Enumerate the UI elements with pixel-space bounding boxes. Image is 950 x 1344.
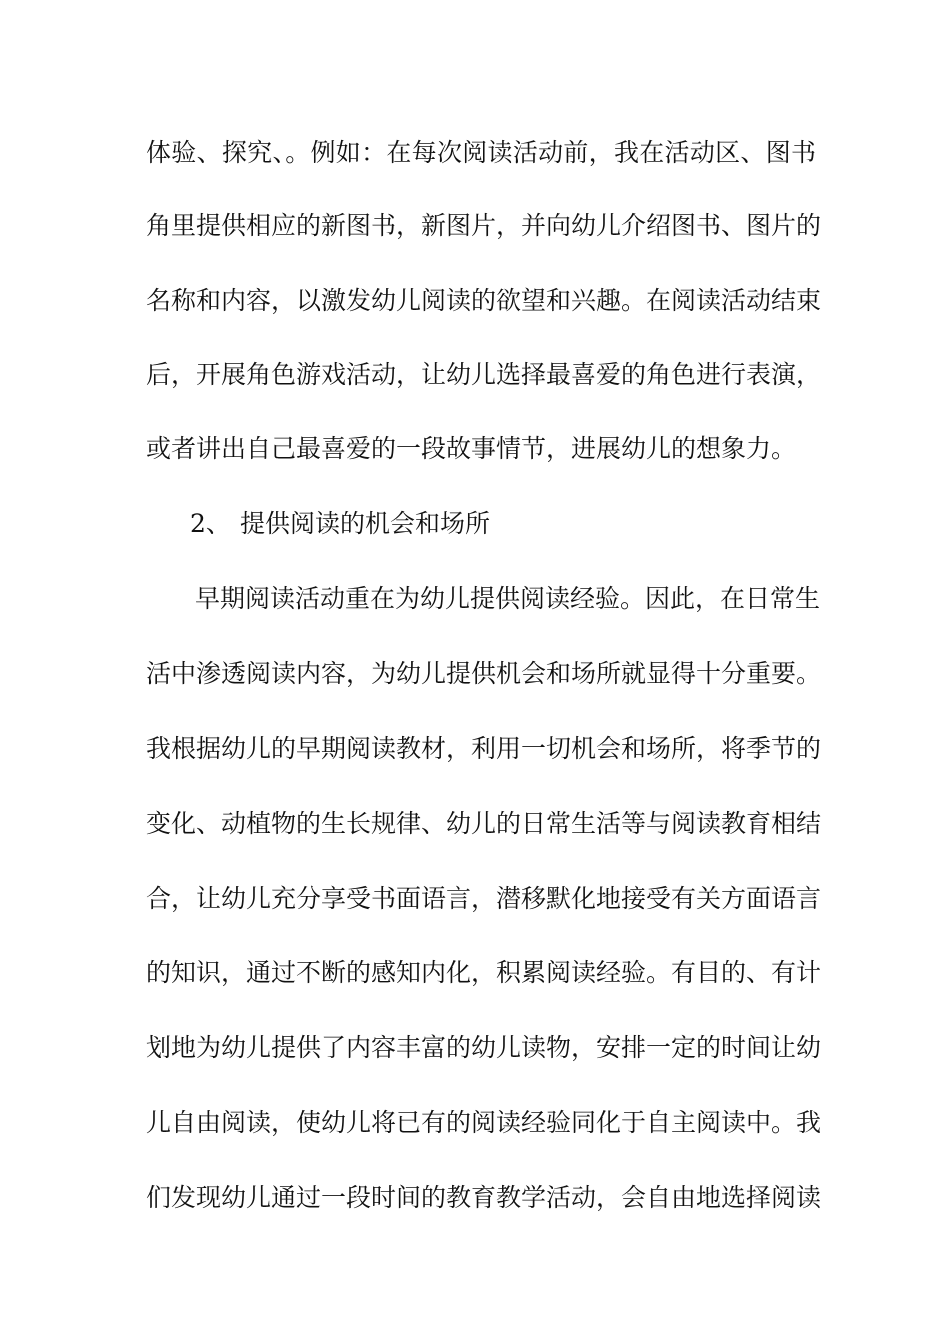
paragraph-2-line-5: 合，让幼儿充分享受书面语言，潜移默化地接受有关方面语言 [146,884,822,913]
section-heading [190,509,590,539]
paragraph-1-line-2: 角里提供相应的新图书，新图片，并向幼儿介绍图书、图片的 [146,211,822,240]
paragraph-1-line-5: 或者讲出自己最喜爱的一段故事情节，进展幼儿的想象力。 [146,434,797,463]
paragraph-2-line-9: 们发现幼儿通过一段时间的教育教学活动，会自由地选择阅读 [146,1183,822,1212]
paragraph-2-line-4: 变化、动植物的生长规律、幼儿的日常生活等与阅读教育相结 [146,809,822,838]
paragraph-2-line-1: 早期阅读活动重在为幼儿提供阅读经验。因此，在日常生 [195,584,821,613]
paragraph-1-line-4: 后，开展角色游戏活动，让幼儿选择最喜爱的角色进行表演， [146,360,822,389]
paragraph-1-line-1: 体验、探究、。例如：在每次阅读活动前，我在活动区、图书 [146,138,816,167]
paragraph-2-line-3: 我根据幼儿的早期阅读教材，利用一切机会和场所，将季节的 [146,734,822,763]
section-heading-number: 2、 [190,509,231,538]
section-heading-title: 提供阅读的机会和场所 [240,509,491,538]
paragraph-2-line-8: 儿自由阅读，使幼儿将已有的阅读经验同化于自主阅读中。我 [146,1108,822,1137]
paragraph-1-line-3: 名称和内容，以激发幼儿阅读的欲望和兴趣。在阅读活动结束 [146,286,822,315]
paragraph-2-line-2: 活中渗透阅读内容，为幼儿提供机会和场所就显得十分重要。 [146,659,822,688]
paragraph-2-line-6: 的知识，通过不断的感知内化，积累阅读经验。有目的、有计 [146,958,822,987]
paragraph-2-line-7: 划地为幼儿提供了内容丰富的幼儿读物，安排一定的时间让幼 [146,1033,822,1062]
